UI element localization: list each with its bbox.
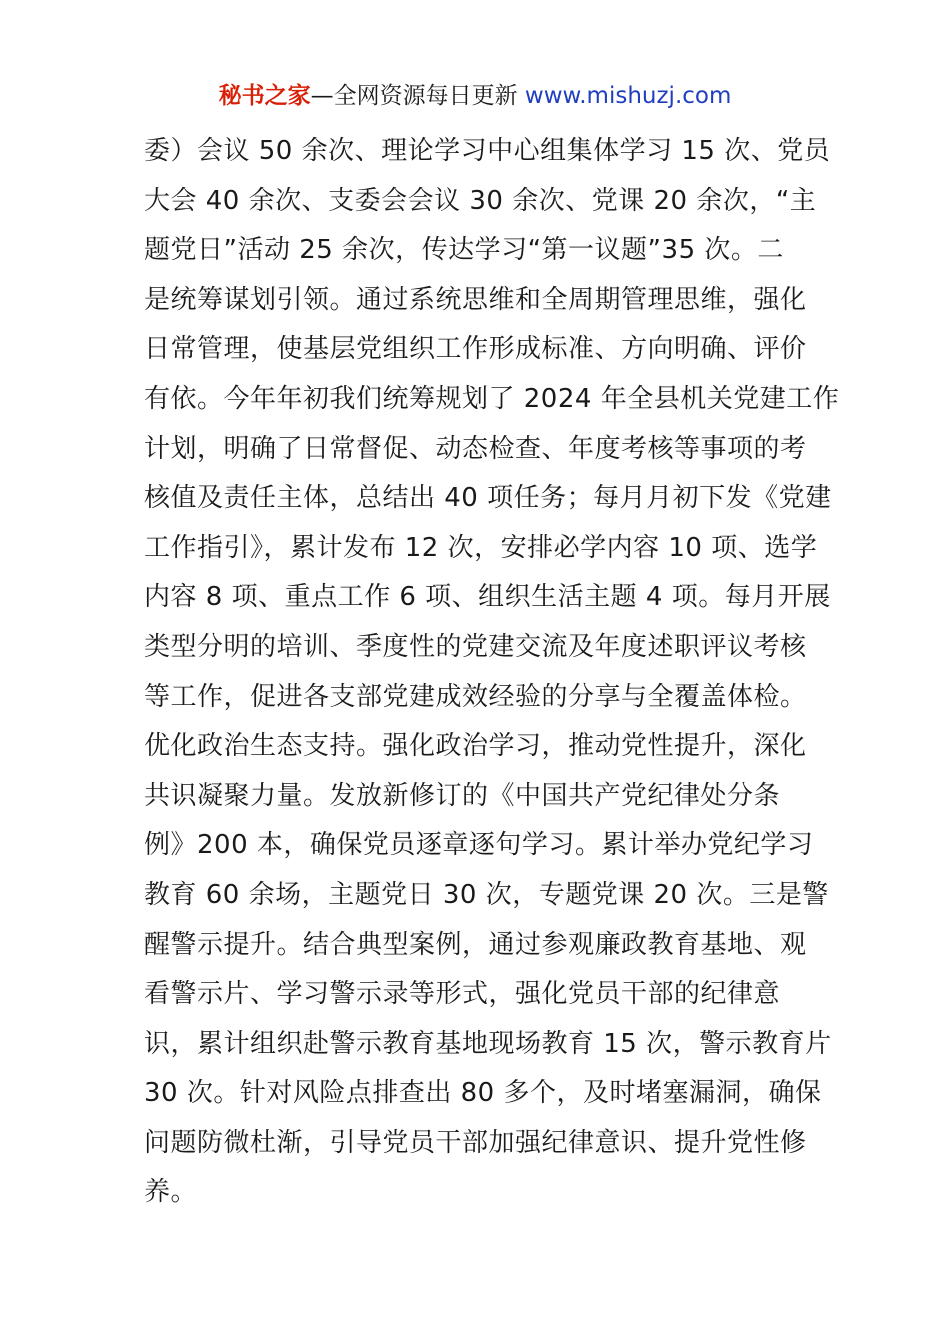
text-line: 共识凝聚力量。发放新修订的《中国共产党纪律处分条 xyxy=(144,780,781,811)
text-line: 等工作，促进各支部党建成效经验的分享与全覆盖体检。 xyxy=(144,681,807,712)
site-url-link[interactable]: www.mishuzj.com xyxy=(524,83,732,109)
text-line: 内容 8 项、重点工作 6 项、组织生活主题 4 项。每月开展 xyxy=(144,582,831,613)
text-line: 日常管理，使基层党组织工作形成标准、方向明确、评价 xyxy=(144,334,807,365)
text-line: 醒警示提升。结合典型案例，通过参观廉政教育基地、观 xyxy=(144,929,807,960)
text-line: 优化政治生态支持。强化政治学习，推动党性提升，深化 xyxy=(144,731,807,762)
text-line: 是统筹谋划引领。通过系统思维和全周期管理思维，强化 xyxy=(144,284,807,315)
text-line: 类型分明的培训、季度性的党建交流及年度述职评议考核 xyxy=(144,631,807,662)
text-line: 计划，明确了日常督促、动态检查、年度考核等事项的考 xyxy=(144,433,807,464)
text-line: 有依。今年年初我们统筹规划了 2024 年全县机关党建工作 xyxy=(144,383,840,414)
text-line: 例》200 本，确保党员逐章逐句学习。累计举办党纪学习 xyxy=(144,830,814,861)
text-line: 30 次。针对风险点排查出 80 多个，及时堵塞漏洞，确保 xyxy=(144,1078,822,1109)
text-line: 看警示片、学习警示录等形式，强化党员干部的纪律意 xyxy=(144,979,781,1010)
brand-name: 秘书之家 xyxy=(218,83,311,109)
text-line: 题党日”活动 25 余次，传达学习“第一议题”35 次。二 xyxy=(144,235,784,266)
text-line: 大会 40 余次、支委会会议 30 余次、党课 20 余次，“主 xyxy=(144,185,817,216)
document-body xyxy=(144,127,840,1218)
text-line: 工作指引》，累计发布 12 次，安排必学内容 10 项、选学 xyxy=(144,532,818,563)
header-tagline: —全网资源每日更新 xyxy=(310,83,518,109)
text-line: 委）会议 50 余次、理论学习中心组集体学习 15 次、党员 xyxy=(144,136,831,166)
text-line: 问题防微杜渐，引导党员干部加强纪律意识、提升党性修 xyxy=(144,1127,807,1158)
text-line: 核值及责任主体，总结出 40 项任务；每月月初下发《党建 xyxy=(144,483,832,514)
page-header xyxy=(0,80,950,112)
text-line: 教育 60 余场，主题党日 30 次，专题党课 20 次。三是警 xyxy=(144,879,829,910)
text-line: 识，累计组织赴警示教育基地现场教育 15 次，警示教育片 xyxy=(144,1028,832,1059)
text-line: 养。 xyxy=(144,1177,198,1208)
